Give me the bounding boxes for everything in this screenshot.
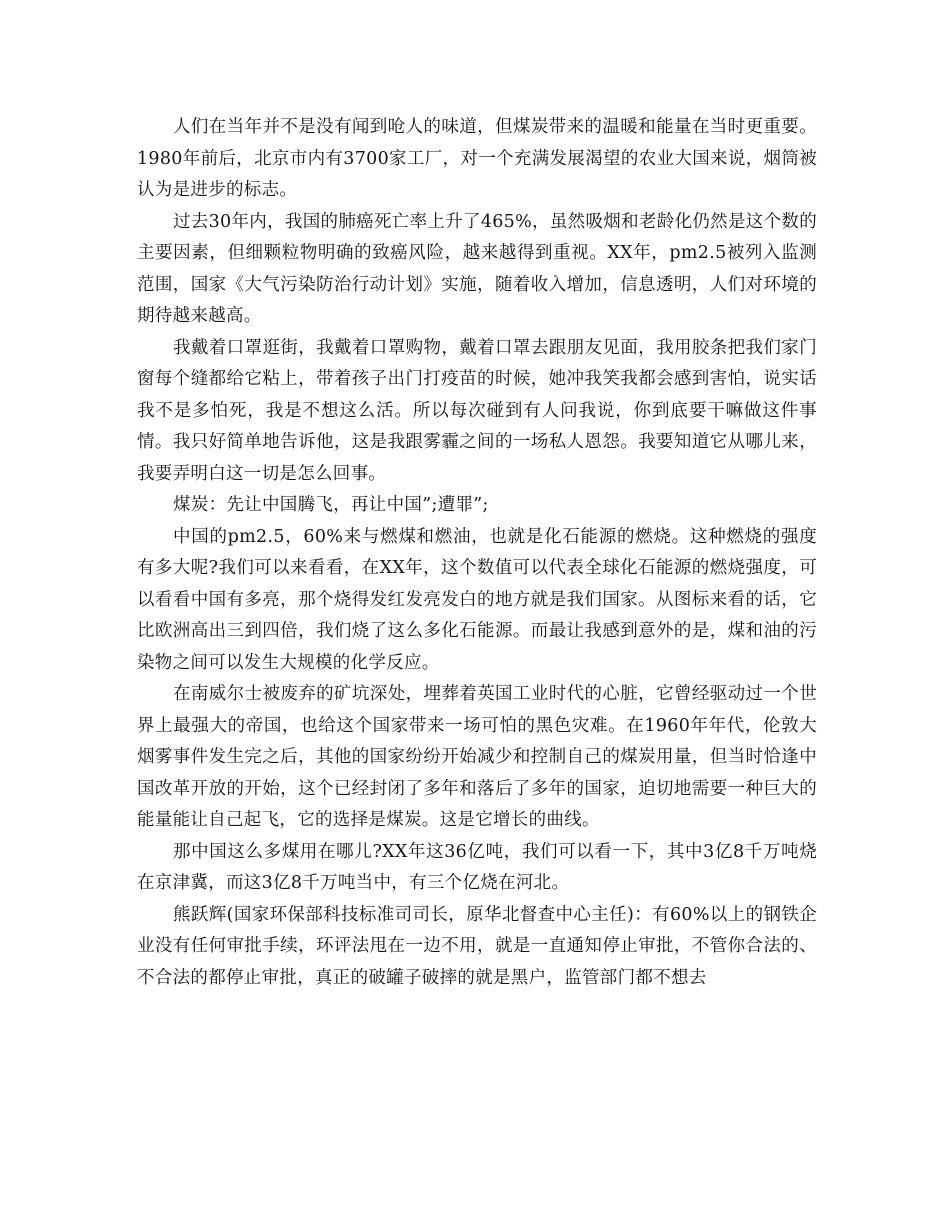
paragraph-6: 在南威尔士被废弃的矿坑深处，埋葬着英国工业时代的心脏，它曾经驱动过一个世界上最强大的帝国，也给这个国家带来一场可怕的黑色灾难。在1960年年代，伦敦大烟雾事件发生完之后，其他的国家纷纷开始减少和控制自己的煤炭用量，但当时恰逢中国改革开放的开始，这个已经封闭了多年和落后了多年的国家，迫切地需要一种巨大的能量能让自己起飞，它的选择是煤炭。这是它增长的曲线。 <box>137 684 817 830</box>
paragraph-2: 过去30年内，我国的肺癌死亡率上升了465%，虽然吸烟和老龄化仍然是这个数的主要因素，但细颗粒物明确的致癌风险，越来越得到重视。XX年，pm2.5被列入监测范围，国家《大气污染防治行动计划》实施，随着收入增加，信息透明，人们对环境的期待越来越高。 <box>137 211 817 326</box>
paragraph-3: 我戴着口罩逛街，我戴着口罩购物，戴着口罩去跟朋友见面，我用胶条把我们家门窗每个缝都给它粘上，带着孩子出门打疫苗的时候，她冲我笑我都会感到害怕，说实话我不是多怕死，我是不想这么活。所以每次碰到有人问我说，你到底要干嘛做这件事情。我只好简单地告诉他，这是我跟雾霾之间的一场私人恩怨。我要知道它从哪儿来，我要弄明白这一切是怎么回事。 <box>137 337 817 484</box>
section-heading-coal: 煤炭：先让中国腾飞，再让中国”;遭罪”; <box>173 495 489 515</box>
paragraph-1: 人们在当年并不是没有闻到呛人的味道，但煤炭带来的温暖和能量在当时更重要。1980年前后，北京市内有3700家工厂，对一个充满发展渴望的农业大国来说，烟筒被认为是进步的标志。 <box>137 117 817 200</box>
paragraph-8: 熊跃辉(国家环保部科技标准司司长，原华北督查中心主任)：有60%以上的钢铁企业没有任何审批手续，环评法甩在一边不用，就是一直通知停止审批，不管你合法的、不合法的都停止审批，真正的破罐子破摔的就是黑户，监管部门都不想去 <box>137 904 817 988</box>
document-page <box>137 112 817 994</box>
paragraph-5: 中国的pm2.5，60%来与燃煤和燃油，也就是化石能源的燃烧。这种燃烧的强度有多大呢?我们可以来看看，在XX年，这个数值可以代表全球化石能源的燃烧强度，可以看看中国有多亮，那个烧得发红发亮发白的地方就是我们国家。从图标来看的话，它比欧洲高出三到四倍，我们烧了这么多化石能源。而最让我感到意外的是，煤和油的污染物之间可以发生大规模的化学反应。 <box>137 526 817 673</box>
paragraph-7: 那中国这么多煤用在哪儿?XX年这36亿吨，我们可以看一下，其中3亿8千万吨烧在京津冀，而这3亿8千万吨当中，有三个亿烧在河北。 <box>137 841 817 893</box>
